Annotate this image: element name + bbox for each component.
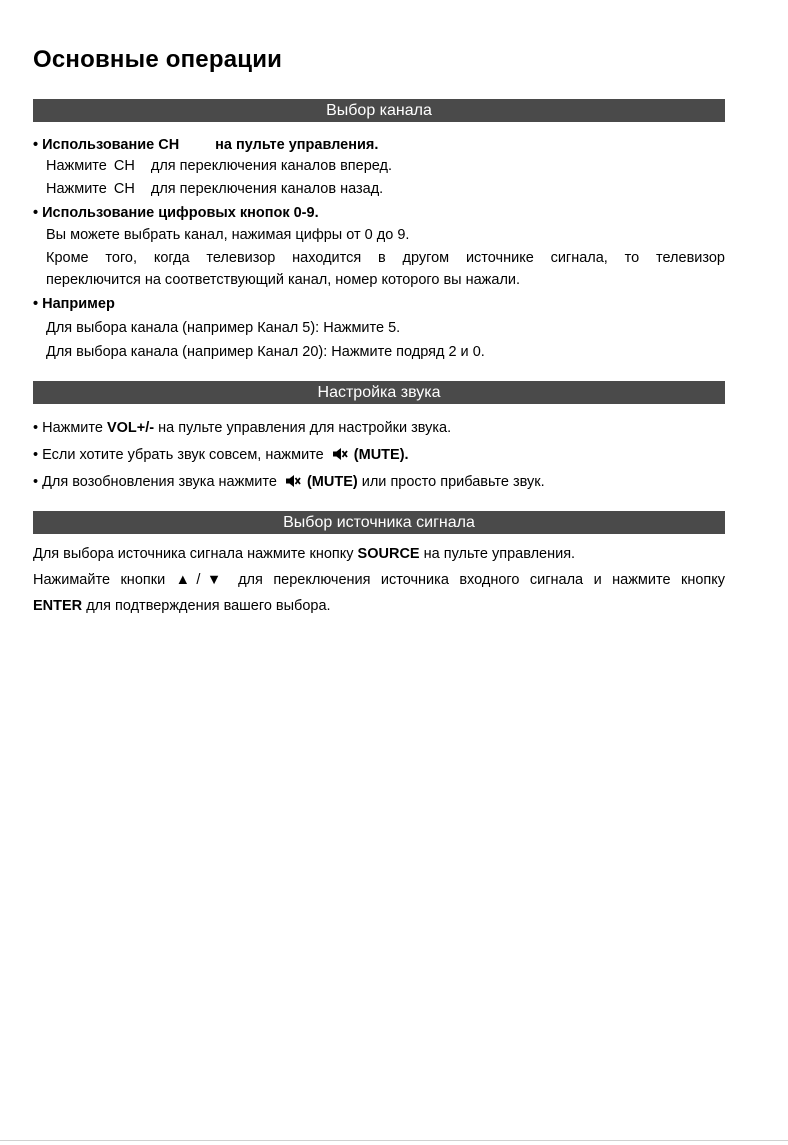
ch-up-line: [46, 157, 725, 175]
mute-on-key: (MUTE): [306, 474, 358, 490]
enter-key: ENTER: [33, 598, 83, 614]
mute-off-line: [33, 446, 725, 466]
section-header-channel: Выбор канала: [33, 99, 725, 122]
vol-line: [33, 419, 725, 437]
mute-off-pre: • Если хотите убрать звук совсем, нажмите: [33, 447, 324, 463]
ch-up-text: для переключения каналов вперед.: [150, 158, 392, 174]
ch-bullet: [33, 136, 725, 154]
source-line-3: [33, 597, 725, 615]
mute-icon: [332, 447, 348, 466]
section-header-source: Выбор источника сигнала: [33, 511, 725, 534]
ch-down-text: для переключения каналов назад.: [150, 181, 384, 197]
vol-pre: • Нажмите: [33, 420, 103, 436]
vol-post: на пульте управления для настройки звука.: [158, 420, 452, 436]
page-title: Основные операции: [33, 46, 283, 73]
source-line-3-post: для подтверждения вашего выбора.: [86, 598, 331, 614]
ch-up-key: CH: [113, 158, 135, 174]
mute-icon: [285, 474, 301, 493]
section-header-sound: Настройка звука: [33, 381, 725, 404]
ch-bullet-label: • Использование CH: [33, 137, 180, 153]
ch-bullet-tail: на пульте управления.: [215, 137, 379, 153]
source-line-1: [33, 545, 725, 563]
example-line-2: Для выбора канала (например Канал 20): Нажмите подряд 2 и 0.: [46, 344, 485, 360]
mute-off-key: (MUTE).: [353, 447, 409, 463]
mute-on-post: или просто прибавьте звук.: [361, 474, 545, 490]
ch-down-key: CH: [113, 181, 135, 197]
example-bullet: • Например: [33, 296, 115, 312]
source-line-1-pre: Для выбора источника сигнала нажмите кнопку: [33, 546, 354, 562]
ch-down-line: [46, 180, 725, 198]
digits-line-2: Кроме того, когда телевизор находится в другом источнике сигнала, то телевизор: [46, 250, 725, 266]
source-line-1-post: на пульте управления.: [423, 546, 576, 562]
mute-on-pre: • Для возобновления звука нажмите: [33, 474, 277, 490]
source-line-2: Нажимайте кнопки ▲/▼ для переключения источника входного сигнала и нажмите кнопку: [33, 572, 725, 588]
example-line-1: Для выбора канала (например Канал 5): Нажмите 5.: [46, 320, 401, 336]
page-bottom-rule: [0, 1140, 788, 1141]
vol-key: VOL+/-: [106, 420, 155, 436]
source-key: SOURCE: [357, 546, 420, 562]
digits-line-1: Вы можете выбрать канал, нажимая цифры от 0 до 9.: [46, 227, 410, 243]
ch-down-press: Нажмите: [46, 181, 107, 197]
ch-up-press: Нажмите: [46, 158, 107, 174]
digits-bullet: • Использование цифровых кнопок 0-9.: [33, 205, 319, 221]
digits-line-3: переключится на соответствующий канал, номер которого вы нажали.: [46, 272, 521, 288]
mute-on-line: [33, 473, 725, 493]
